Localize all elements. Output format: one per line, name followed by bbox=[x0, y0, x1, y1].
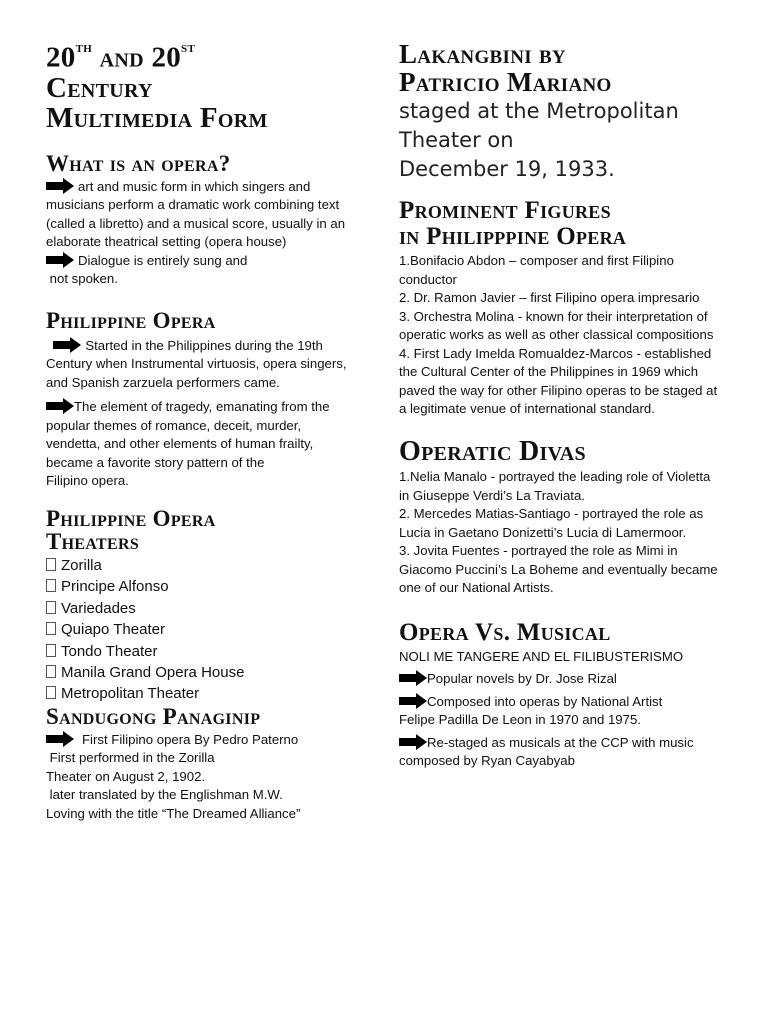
lakangbini-heading: Lakangbini by Patricio Mariano bbox=[399, 39, 612, 98]
box-bullet-icon bbox=[46, 601, 56, 614]
page-title: 20th and 20st Century Multimedia Form bbox=[46, 39, 268, 135]
list-item: 4. First Lady Imelda Romualdez-Marcos - established the Cultural Center of the Philippines in 1969 which paved the way for other Filipino operas to be staged at a legitimate venue of international standard. bbox=[399, 345, 718, 417]
opera-definition: art and music form in which singers and musicians perform a dramatic work combining text (called a libretto) and a musical score, usually in an elaborate theatrical setting (opera house) bbox=[46, 178, 346, 250]
opera-vs-musical-restaged: Re-staged as musicals at the CCP with music composed by Ryan Cayabyab bbox=[399, 734, 694, 769]
box-bullet-icon bbox=[46, 686, 56, 699]
list-item: Principe Alfonso bbox=[46, 576, 356, 597]
box-bullet-icon bbox=[46, 644, 56, 657]
list-item: Quiapo Theater bbox=[46, 619, 356, 640]
right-arrow-icon bbox=[46, 398, 74, 414]
sandugong-description: First Filipino opera By Pedro Paterno First performed in the Zorilla Theater on August 2, 1902. later translated by the Englishman M.W. Loving with the title “The Dreamed Alliance” bbox=[46, 731, 301, 821]
lakangbini-staged-text: staged at the Metropolitan Theater on December 19, 1933. bbox=[399, 98, 679, 181]
opera-question-heading: What is an opera? bbox=[46, 150, 231, 176]
opera-vs-musical-composed: Composed into operas by National Artist Felipe Padilla De Leon in 1970 and 1975. bbox=[399, 693, 663, 728]
right-arrow-icon bbox=[46, 731, 74, 747]
list-item: Metropolitan Theater bbox=[46, 683, 356, 704]
list-item: Variedades bbox=[46, 598, 356, 619]
box-bullet-icon bbox=[46, 579, 56, 592]
list-item: Tondo Theater bbox=[46, 641, 356, 662]
operatic-divas-list bbox=[399, 468, 719, 598]
right-arrow-icon bbox=[399, 693, 427, 709]
sandugong-heading: Sandugong Panaginip bbox=[46, 703, 261, 729]
box-bullet-icon bbox=[46, 665, 56, 678]
opera-dialogue: Dialogue is entirely sung and not spoken. bbox=[46, 252, 356, 289]
right-arrow-icon bbox=[399, 670, 427, 686]
right-arrow-icon bbox=[46, 252, 74, 268]
right-arrow-icon bbox=[399, 734, 427, 750]
list-item: 1.Bonifacio Abdon – composer and first Filipino conductor bbox=[399, 253, 674, 287]
opera-vs-musical-heading: Opera Vs. Musical bbox=[399, 618, 611, 646]
opera-theaters-heading: Philippine Opera Theaters bbox=[46, 505, 216, 554]
operatic-divas-heading: Operatic Divas bbox=[399, 435, 586, 467]
box-bullet-icon bbox=[46, 558, 56, 571]
opera-vs-musical-caps: NOLI ME TANGERE AND EL FILIBUSTERISMO bbox=[399, 648, 684, 664]
left-column bbox=[46, 40, 356, 823]
right-column bbox=[399, 40, 719, 771]
right-arrow-icon bbox=[46, 178, 74, 194]
list-item: Zorilla bbox=[46, 555, 356, 576]
box-bullet-icon bbox=[46, 622, 56, 635]
list-item: 3. Orchestra Molina - known for their interpretation of operatic works as well as other classical compositions bbox=[399, 308, 714, 343]
list-item: 2. Mercedes Matias-Santiago - portrayed the role as Lucia in Gaetano Donizetti’s Lucia di Lamermoor. bbox=[399, 506, 704, 540]
opera-vs-musical-novels: Popular novels by Dr. Jose Rizal bbox=[399, 670, 719, 689]
prominent-figures-heading: Prominent Figures in Philipppine Opera bbox=[399, 196, 627, 250]
list-item: Manila Grand Opera House bbox=[46, 662, 356, 683]
philippine-opera-heading: Philippine Opera bbox=[46, 307, 216, 333]
list-item: 3. Jovita Fuentes - portrayed the role as Mimi in Giacomo Puccini’s La Boheme and eventually became one of our National Artists. bbox=[399, 543, 718, 596]
right-arrow-icon bbox=[53, 337, 81, 353]
philippine-opera-origin: Started in the Philippines during the 19th Century when Instrumental virtuosis, opera singers, and Spanish zarzuela performers came. bbox=[46, 337, 347, 390]
list-item: 1.Nelia Manalo - portrayed the leading role of Violetta in Giuseppe Verdi’s La Traviata. bbox=[399, 469, 711, 503]
list-item: 2. Dr. Ramon Javier – first Filipino opera impresario bbox=[399, 290, 700, 306]
prominent-figures-list bbox=[399, 252, 719, 419]
philippine-opera-tragedy: The element of tragedy, emanating from the popular themes of romance, deceit, murder, vendetta, and other elements of human frailty, became a favorite story pattern of the Filipino opera. bbox=[46, 399, 330, 489]
theater-list bbox=[46, 555, 356, 705]
